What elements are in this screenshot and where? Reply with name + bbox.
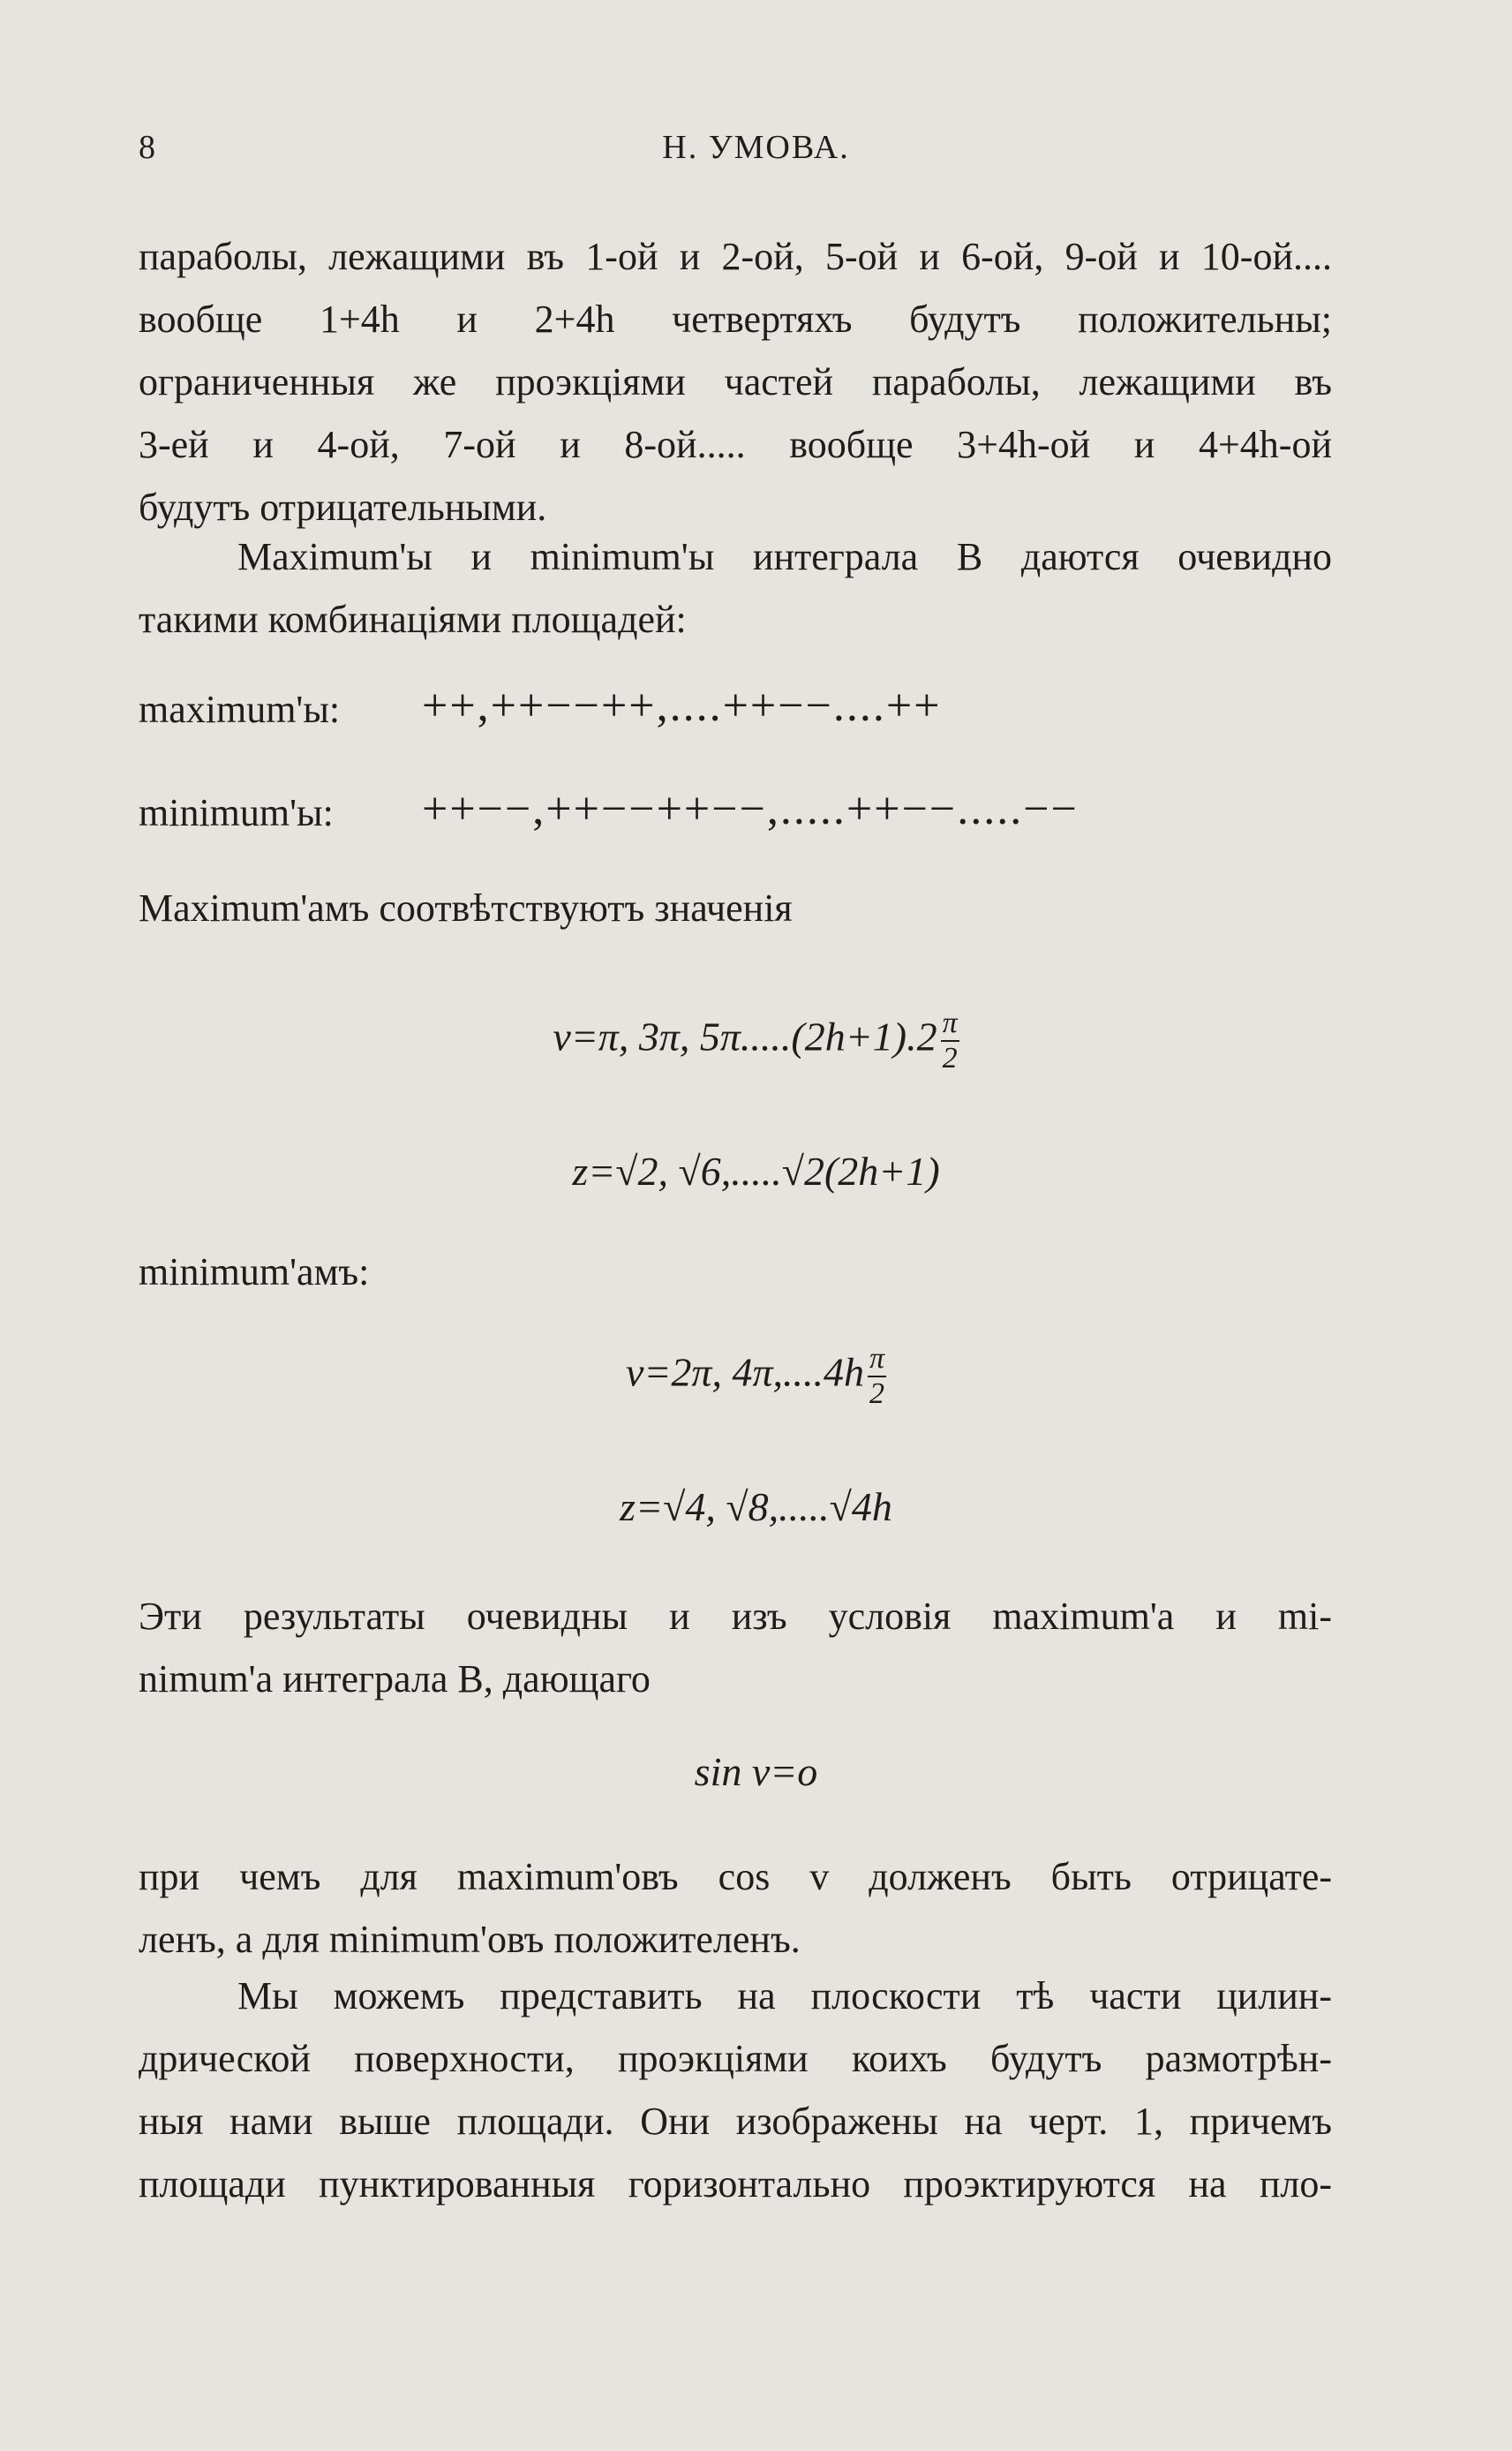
text-line: ленъ, а для minimum'овъ положителенъ.	[139, 1918, 801, 1961]
paragraph-5	[139, 1965, 1332, 2215]
fraction-denominator: 2	[869, 1377, 885, 1410]
formula-expr: v=π, 3π, 5π.....(2h+1).2	[553, 1014, 937, 1060]
maxima-z-formula: z=√2, √6,.....√2(2h+1)	[572, 1149, 940, 1194]
minima-signs: ++−−,++−−++−−,.....++−−.....−−	[422, 784, 1079, 834]
minima-v-formula	[0, 1342, 1512, 1411]
page-number: 8	[139, 129, 155, 166]
text-line: ограниченныя же проэкціями частей параболы, лежащими въ	[139, 360, 1332, 403]
text-line: Maximum'ы и minimum'ы интеграла B даются очевидно	[237, 535, 1332, 578]
text-line: ныя нами выше площади. Они изображены на черт. 1, причемъ	[139, 2100, 1332, 2143]
fraction-numerator: π	[941, 1007, 959, 1042]
fraction-numerator: π	[868, 1342, 886, 1377]
sin-equation: sin v=o	[694, 1749, 818, 1794]
paragraph-1	[139, 225, 1332, 539]
text-line: Эти результаты очевидны и изъ условія maximum'а и mi-	[139, 1595, 1332, 1638]
minima-z-formula: z=√4, √8,.....√4h	[620, 1484, 892, 1529]
fraction-denominator: 2	[942, 1042, 958, 1075]
minima-label: minimum'ы:	[139, 791, 334, 834]
text-line: при чемъ для maximum'овъ cos v долженъ быть отрицате-	[139, 1855, 1332, 1898]
fraction	[941, 1007, 959, 1075]
maxima-v-formula	[0, 1007, 1512, 1075]
fraction	[868, 1342, 886, 1411]
maxima-signs: ++,++−−++,....++−−....++	[422, 681, 942, 731]
maxima-label: maximum'ы:	[139, 688, 341, 731]
formula-expr: v=2π, 4π,....4h	[625, 1349, 864, 1395]
running-head: Н. УМОВА.	[662, 129, 850, 166]
text-line: площади пунктированныя горизонтально проэктируются на пло-	[139, 2162, 1332, 2206]
paragraph-2	[139, 525, 1332, 651]
text-line: такими комбинаціями площадей:	[139, 598, 687, 641]
text-line: будутъ отрицательными.	[139, 486, 547, 529]
paragraph-4	[139, 1845, 1332, 1971]
text-line: параболы, лежащими въ 1-ой и 2-ой, 5-ой и 6-ой, 9-ой и 10-ой....	[139, 235, 1332, 278]
text-line: nimum'а интеграла B, дающаго	[139, 1657, 651, 1701]
minima-intro: minimum'амъ:	[139, 1250, 370, 1293]
paragraph-3	[139, 1585, 1332, 1710]
text-line: 3-ей и 4-ой, 7-ой и 8-ой..... вообще 3+4h-ой и 4+4h-ой	[139, 423, 1332, 466]
maxima-intro: Maximum'амъ соотвѣтствуютъ значенія	[139, 886, 793, 930]
text-line: Мы можемъ представить на плоскости тѣ части цилин-	[237, 1974, 1332, 2017]
text-line: вообще 1+4h и 2+4h четвертяхъ будутъ положительны;	[139, 298, 1332, 341]
text-line: дрической поверхности, проэкціями коихъ будутъ размотрѣн-	[139, 2037, 1332, 2080]
